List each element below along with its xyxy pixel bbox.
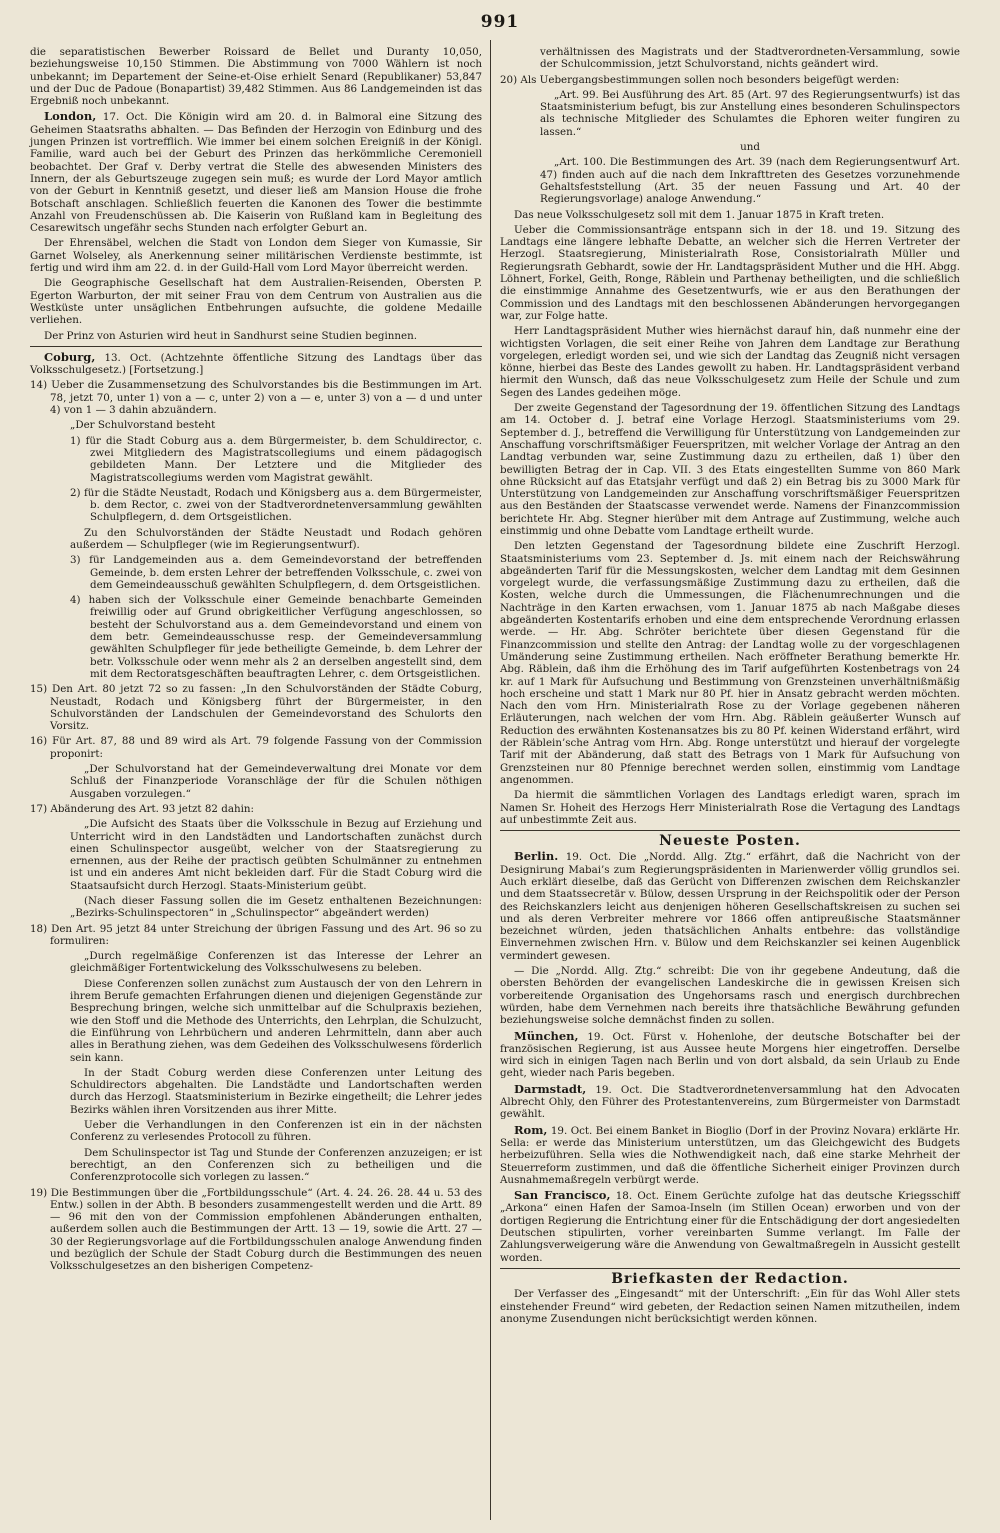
item-18-paragraph-2: Diese Conferenzen sollen zunächst zum Austausch der von den Lehrern in ihrem Berufe gemachten Erfahrungen dienen und diejenigen Gegenstände zur Besprechung bringen, welche sich unmittelbar auf die Schulpraxis beziehen, wie den Stoff und die Methode des Unterrichts, den Lehrplan, die Schulzucht, die Einführung von Lehrbüchern und anderen Lehrmitteln, dann aber auch alles in Berathung ziehen, was dem Gedeihen des Volksschulwesens förderlich sein kann. <box>70 977 482 1064</box>
london-paragraph-3: Die Geographische Gesellschaft hat dem Australien-Reisenden, Obersten P. Egerton Warburton, der mit seiner Frau von dem Centrum von Australien aus die Westküste unter unsäglichen Entbehrungen aufsuchte, die goldene Medaille verliehen. <box>30 277 482 327</box>
dateline-san-francisco: San Francisco, <box>514 1188 611 1203</box>
item-18-paragraph-5: Dem Schulinspector ist Tag und Stunde der Conferenzen anzuzeigen; er ist berechtigt, an den Conferenzen sich zu betheiligen und die Conferenzprotocolle sich vorlegen zu lassen.“ <box>70 1146 482 1184</box>
column-divider <box>490 40 491 1520</box>
london-text: 17. Oct. Die Königin wird am 20. d. in Balmoral eine Sitzung des Geheimen Staatsraths abhalten. — Das Befinden der Herzogin von Edinburg und des jungen Prinzen ist vortrefflich. Wie immer bei einem solchen Ereigniß in der Königl. Familie, ward auch bei der Geburt des Prinzen das herkömmliche Ceremoniell beobachtet. Der Graf v. Derby vertrat die Stelle des abwesenden Ministers des Innern, der als Geburtszeuge zugegen sein muß; es wurde der Lord Mayor amtlich von der Geburt in Kenntniß gesetzt, und dieser ließ am Mansion House die frohe Botschaft anschlagen. Schließlich feuerten die Kanonen des Tower die bestimmte Anzahl von Freudenschüssen ab. Die Kaiserin von Rußland kam in Begleitung des Cesarewitsch ungefähr sechs Stunden nach erfolgter Geburt an. <box>30 111 482 235</box>
item-17-note: (Nach dieser Fassung sollen die im Gesetz enthaltenen Bezeichnungen: „Bezirks-Schulinspectoren“ in „Schulinspector“ abgeändert werden) <box>70 895 482 920</box>
item-18-paragraph-3: In der Stadt Coburg werden diese Conferenzen unter Leitung des Schuldirectors abgehalten. Die Landstädte und Landortschaften werden durch das Herzogl. Staatsministerium in Bezirke eingetheilt; die Lehrer jedes Bezirks wählen ihren Vorsitzenden aus ihrer Mitte. <box>70 1066 482 1116</box>
coburg-paragraph-2: Ueber die Commissionsanträge entspann sich in der 18. und 19. Sitzung des Landtags eine längere lebhafte Debatte, an welcher sich die Herren Vertreter der Herzogl. Staatsregierung, Ministerialrath Rose, Consistorialrath Müller und Regierungsrath Gebhardt, sowie der Hr. Landtagspräsident Muther und die HH. Abgg. Löhnert, Forkel, Geith, Ronge, Räblein und Parthenay betheiligten, und die schließlich die einstimmige Annahme des Gesetzentwurfs, wie er aus den Berathungen der Commission und des Landtags mit den beschlossenen Abänderungen hervorgegangen war, zur Folge hatte. <box>500 223 960 322</box>
item-15: 15) Den Art. 80 jetzt 72 so zu fassen: „In den Schulvorständen der Städte Coburg, Neustadt, Rodach und Königsberg führt der Bürgermeister, in den Schulvorständen der Landschulen der Gemeindevorstand des Schulorts den Vorsitz. <box>30 683 482 733</box>
section-divider <box>500 830 960 831</box>
item-14-list <box>30 435 482 681</box>
london-article <box>30 110 482 234</box>
coburg-intro: 13. Oct. (Achtzehnte öffentliche Sitzung des Landtags über das Volksschulgesetz.) [Fortsetzung.] <box>30 351 482 377</box>
dateline-darmstadt: Darmstadt, <box>514 1081 587 1096</box>
san-francisco-text: 18. Oct. Einem Gerüchte zufolge hat das deutsche Kriegsschiff „Arkona“ einen Hafen der Samoa-Inseln (im Stillen Ocean) erworben und von der dortigen Regierung die Entrichtung einer für die Entschädigung der dort angesiedelten Deutschen stipulirten, vorher vereinbarten Summe verlangt. Im Falle der Zahlungsverweigerung wäre die Anwendung von Gewaltmaßregeln in Aussicht gestellt worden. <box>500 1190 960 1264</box>
section-divider <box>30 346 482 347</box>
darmstadt-text: 19. Oct. Die Stadtverordnetenversammlung hat den Advocaten Albrecht Ohly, den Führer des Protestantenvereins, zum Bürgermeister von Darmstadt gewählt. <box>500 1083 960 1121</box>
dateline-berlin: Berlin. <box>514 849 559 864</box>
item-17-quote: „Die Aufsicht des Staats über die Volksschule in Bezug auf Erziehung und Unterricht wird in den Landstädten und Landortschaften zunächst durch einen Schulinspector ausgeübt, welcher von der Staatsregierung zu ernennen, aus der Reihe der practisch geübten Schulmänner zu entnehmen ist und ein anderes Amt nicht bekleiden darf. Für die Stadt Coburg wird die Staatsaufsicht durch Herzogl. Staats-Ministerium geübt. <box>70 818 482 892</box>
san-francisco-article <box>500 1189 960 1264</box>
london-paragraph-2: Der Ehrensäbel, welchen die Stadt von London dem Sieger von Kumassie, Sir Garnet Wolseley, als Anerkennung seiner militärischen Verdienste bestimmte, ist fertig und wird ihm am 22. d. in der Guild-Hall vom Lord Mayor überreicht werden. <box>30 237 482 275</box>
item-18: 18) Den Art. 95 jetzt 84 unter Streichung der übrigen Fassung und des Art. 96 so zu formuliren: <box>30 922 482 947</box>
item-16: 16) Für Art. 87, 88 und 89 wird als Art. 79 folgende Fassung von der Commission proponirt: <box>30 735 482 760</box>
briefkasten-text: Der Verfasser des „Eingesandt“ mit der Unterschrift: „Ein für das Wohl Aller stets einstehender Freund“ wird gebeten, der Redaction seinen Namen mitzutheilen, indem anonyme Zusendungen nicht berücksichtigt werden können. <box>500 1288 960 1325</box>
coburg-paragraph-3: Herr Landtagspräsident Muther wies hiernächst darauf hin, daß nunmehr eine der wichtigsten Vorlagen, die seit einer Reihe von Jahren dem Landtage zur Berathung vorgelegen, erledigt worden sei, und wie sich der Landtag das Zeugniß nicht versagen könne, hierbei das Beste des Landes gewollt zu haben. Hr. Landtagspräsident verband hiermit den Wunsch, daß das neue Volksschulgesetz zum Heile der Schule und zum Segen des Landes gedeihen möge. <box>500 325 960 399</box>
item-14-3: 3) für Landgemeinden aus a. dem Gemeindevorstand der betreffenden Gemeinde, b. dem ersten Lehrer der betreffenden Volksschule, c. zwei von dem Gemeindeausschuß gewählten Schulpflegern, d. dem Ortsgeistlichen. <box>70 554 482 591</box>
item-16-quote: „Der Schulvorstand hat der Gemeindeverwaltung drei Monate vor dem Schluß der Finanzperiode Voranschläge der für die Schulen nöthigen Ausgaben vorzulegen.“ <box>70 763 482 800</box>
item-19: 19) Die Bestimmungen über die „Fortbildungsschule“ (Art. 4. 24. 26. 28. 44 u. 53 des Entw.) sollen in der Abth. B besonders zusammengestellt werden und die Artt. 89 — 96 mit den von der Commission empfohlenen Abänderungen enthalten, außerdem sollen auch die Bestimmungen der Artt. 13 — 19, sowie die Artt. 27 — 30 der Regierungsvorlage auf die Fortbildungsschulen analoge Anwendung finden und bezüglich der Schule der Stadt Coburg durch die Bestimmungen des neuen Volksschulgesetzes an den bisherigen Competenz- <box>30 1186 482 1273</box>
berlin-paragraph-2: — Die „Nordd. Allg. Ztg.“ schreibt: Die von ihr gegebene Andeutung, daß die obersten Behörden der evangelischen Landeskirche die in gewissen Kreisen sich vorbereitende Organisation des Ungehorsams rasch und energisch durchbrechen würden, habe dem Vernehmen nach bereits ihre thatsächliche Bewährung gefunden beziehungsweise solche demnächst finden zu sollen. <box>500 965 960 1027</box>
dateline-coburg: Coburg, <box>44 349 96 364</box>
item-17: 17) Abänderung des Art. 93 jetzt 82 dahin: <box>30 802 254 815</box>
coburg-paragraph-4: Der zweite Gegenstand der Tagesordnung der 19. öffentlichen Sitzung des Landtags am 14. October d. J. betraf eine Vorlage Herzogl. Staatsministeriums vom 29. September d. J., betreffend die Verwilligung für Unterstützung von Landgemeinden zur Anschaffung vorschriftsmäßiger Feuerspritzen, mit welcher Vorlage der Antrag an den Landtag verbunden war, seine Zustimmung dazu zu ertheilen, daß 1) über den bewilligten Betrag der in Cap. VII. 3 des Etats eingestellten Summe von 860 Mark ohne Rücksicht auf das Etatsjahr verfügt und daß 2) ein Betrag bis zu 3000 Mark für Unterstützung von Landgemeinden zur Anschaffung vorschriftsmäßiger Feuerspritzen aus den Beständen der Staatscasse verwendet werde. Namens der Finanzcommission berichtete Hr. Abg. Stegner hierüber mit dem Antrage auf Zustimmung, welche auch einstimmig und ohne Debatte vom Landtage ertheilt wurde. <box>500 402 960 537</box>
munchen-article <box>500 1030 960 1080</box>
coburg-paragraph-5: Den letzten Gegenstand der Tagesordnung bildete eine Zuschrift Herzogl. Staatsministeriums vom 23. September d. Js. mit einem nach der Reichswährung abgeänderten Tarif für die Messungskosten, welcher dem Landtag mit dem Gesinnen vorgelegt wurde, die verfassungsmäßige Zustimmung dazu zu ertheilen, daß die Kosten, welche durch die Ummessungen, die Flächenumrechnungen und die Nachträge in den Karten erwachsen, vom 1. Januar 1875 ab nach Maßgabe dieses abgeänderten Kostentarifs erhoben und eine dem entsprechende Verordnung erlassen werde. — Hr. Abg. Schröter berichtete über diesen Gegenstand für die Finanzcommission und stellte den Antrag: der Landtag wolle zu der vorgeschlagenen Umänderung seine Zustimmung ertheilen. Nach eröffneter Berathung bemerkte Hr. Abg. Räblein, daß ihm die Erhöhung des im Tarif aufgeführten Kostenbetrags von 24 kr. auf 1 Mark für Aufsuchung und Bestimmung von Grenzsteinen unverhältnißmäßig hoch erscheine und statt 1 Mark nur 80 Pf. hier in Ansatz gebracht werden möchten. Nach den vom Hrn. Ministerialrath Rose zu der Vorlage gegebenen näheren Erläuterungen, nach welchen der vom Hrn. Abg. Räblein geäußerter Wunsch auf Reduction des erwähnten Kostenansatzes bis zu 80 Pf. keinen Widerstand erfährt, wird der Räblein’sche Antrag vom Hrn. Abg. Ronge unterstützt und hierauf der vorgelegte Tarif mit der Abänderung, daß statt des Betrags von 1 Mark für Aufsuchung von Grenzsteinen nur 80 Pfennige berechnet werden sollen, einstimmig vom Landtage angenommen. <box>500 540 960 786</box>
london-paragraph-4: Der Prinz von Asturien wird heut in Sandhurst seine Studien beginnen. <box>44 329 418 342</box>
page-number: 991 <box>480 12 520 32</box>
item-20-article-99: „Art. 99. Bei Ausführung des Art. 85 (Art. 97 des Regierungsentwurfs) ist das Staatsministerium befugt, bis zur Anstellung eines besonderen Schulinspectors als technische Mitglieder des Schulamtes die Ephoren weiter fungiren zu lassen.“ <box>540 88 960 138</box>
coburg-article <box>30 351 482 377</box>
dateline-rom: Rom, <box>514 1122 548 1137</box>
right-column <box>500 46 960 1328</box>
left-column <box>30 46 482 1276</box>
dateline-london: London, <box>44 109 97 124</box>
item-14-2b: Zu den Schulvorständen der Städte Neustadt und Rodach gehören außerdem — Schulpfleger (wie im Regierungsentwurf). <box>70 526 482 551</box>
berlin-article <box>500 850 960 962</box>
item-20-und: und <box>740 141 760 154</box>
berlin-text: 19. Oct. Die „Nordd. Allg. Ztg.“ erfährt, daß die Nachricht von der Designirung Mabai’s zum Regierungspräsidenten in Marienwerder völlig grundlos sei. Auch erklärt dieselbe, daß das Gerücht von Differenzen zwischen dem Reichskanzler und dem Staatssecretär v. Bülow, dessen Ursprung in der Reichspolitik oder der Person des Reichskanzlers leicht aus denjenigen höheren Gesellschaftskreisen zu suchen sei und als deren Verbreiter mehrere vor 1866 offen antipreußische Staatsmänner bezeichnet würden, jeden thatsächlichen Anhalts entbehre: das vollständige Einvernehmen zwischen Hrn. v. Bülow und dem Reichskanzler sei keinen Augenblick vermindert gewesen. <box>500 851 960 962</box>
item-14: 14) Ueber die Zusammensetzung des Schulvorstandes bis die Bestimmungen im Art. 78, jetzt 70, unter 1) von a — c, unter 2) von a — e, unter 3) von a — d und unter 4) von 1 — 3 dahin abzuändern. <box>30 379 482 417</box>
rom-article <box>500 1124 960 1186</box>
item-20-article-100: „Art. 100. Die Bestimmungen des Art. 39 (nach dem Regierungsentwurf Art. 47) finden auch auf die nach dem Inkrafttreten des Gesetzes vorzunehmende Gehaltsfeststellung (Art. 35 der neuen Fassung und Art. 40 der Regierungsvorlage) analoge Anwendung.“ <box>540 156 960 206</box>
item-18-quote: „Durch regelmäßige Conferenzen ist das Interesse der Lehrer an gleichmäßiger Fortentwickelung des Volksschulwesens zu beleben. <box>70 950 482 975</box>
coburg-paragraph-6: Da hiermit die sämmtlichen Vorlagen des Landtags erledigt waren, sprach im Namen Sr. Hoheit des Herzogs Herr Ministerialrath Rose die Vertagung des Landtags auf unbestimmte Zeit aus. <box>500 789 960 826</box>
coburg-paragraph-1: Das neue Volksschulgesetz soll mit dem 1. Januar 1875 in Kraft treten. <box>514 208 885 221</box>
election-fragment: die separatistischen Bewerber Roissard de Bellet und Duranty 10,050, beziehungsweise 10,150 Stimmen. Die Abstimmung von 7000 Wählern ist noch unbekannt; im Departement der Seine-et-Oise erhielt Senard (Republikaner) 53,847 und der Duc de Padoue (Bonapartist) 39,482 Stimmen. Aus 86 Landgemeinden ist das Ergebniß noch unbekannt. <box>30 46 482 108</box>
section-heading-neueste-posten: Neueste Posten. <box>659 833 801 850</box>
item-14-2: 2) für die Städte Neustadt, Rodach und Königsberg aus a. dem Bürgermeister, b. dem Rector, c. zwei von der Stadtverordnetenversammlung gewählten Schulpflegern, d. dem Ortsgeistlichen. <box>70 486 482 524</box>
item-18-paragraph-4: Ueber die Verhandlungen in den Conferenzen ist ein in der nächsten Conferenz zu verlesendes Protocoll zu führen. <box>70 1119 482 1144</box>
competence-fragment: verhältnissen des Magistrats und der Stadtverordneten-Versammlung, sowie der Schulcommission, jetzt Schulvorstand, nichts geändert wird. <box>540 46 960 71</box>
section-divider <box>500 1268 960 1269</box>
darmstadt-article <box>500 1083 960 1121</box>
item-14-1: 1) für die Stadt Coburg aus a. dem Bürgermeister, b. dem Schuldirector, c. zwei Mitgliedern des Magistratscollegiums und einem pädagogisch gebildeten Mann. Der Letztere und die Mitglieder des Magistratscollegiums werden vom Magistrat gewählt. <box>70 434 482 484</box>
rom-text: 19. Oct. Bei einem Banket in Bioglio (Dorf in der Provinz Novara) erklärte Hr. Sella: er werde das Ministerium unterstützen, um das Gleichgewicht des Budgets herbeizuführen. Sella wies die Nothwendigkeit nach, daß eine starke Mehrheit der Steuerreform zustimmen, und daß die öffentliche Sicherheit einiger Provinzen durch Ausnahmemaßregeln verbürgt werde. <box>500 1124 960 1186</box>
munchen-text: 19. Oct. Fürst v. Hohenlohe, der deutsche Botschafter bei der französischen Regierung, ist aus Aussee heute Morgens hier eingetroffen. Derselbe wird sich in einigen Tagen nach Berlin und von dort alsbald, da sein Urlaub zu Ende geht, wieder nach Paris begeben. <box>500 1030 960 1080</box>
item-14-quote: „Der Schulvorstand besteht <box>70 419 216 432</box>
dateline-munchen: München, <box>514 1028 579 1043</box>
item-14-4: 4) haben sich der Volksschule einer Gemeinde benachbarte Gemeinden freiwillig oder auf Grund obrigkeitlicher Verfügung angeschlossen, so besteht der Schulvorstand aus a. dem Gemeindevorstand und einem von dem betr. Gemeindeausschusse resp. der Gemeindeversammlung gewählten Schulpfleger für jede betheiligte Gemeinde, b. dem Lehrer der betr. Volksschule oder wenn mehr als 2 an derselben angestellt sind, dem mit dem Rectoratsgeschäften beauftragten Lehrer, c. dem Ortsgeistlichen. <box>70 594 482 680</box>
section-heading-briefkasten: Briefkasten der Redaction. <box>611 1270 849 1287</box>
item-20: 20) Als Uebergangsbestimmungen sollen noch besonders beigefügt werden: <box>500 73 900 86</box>
